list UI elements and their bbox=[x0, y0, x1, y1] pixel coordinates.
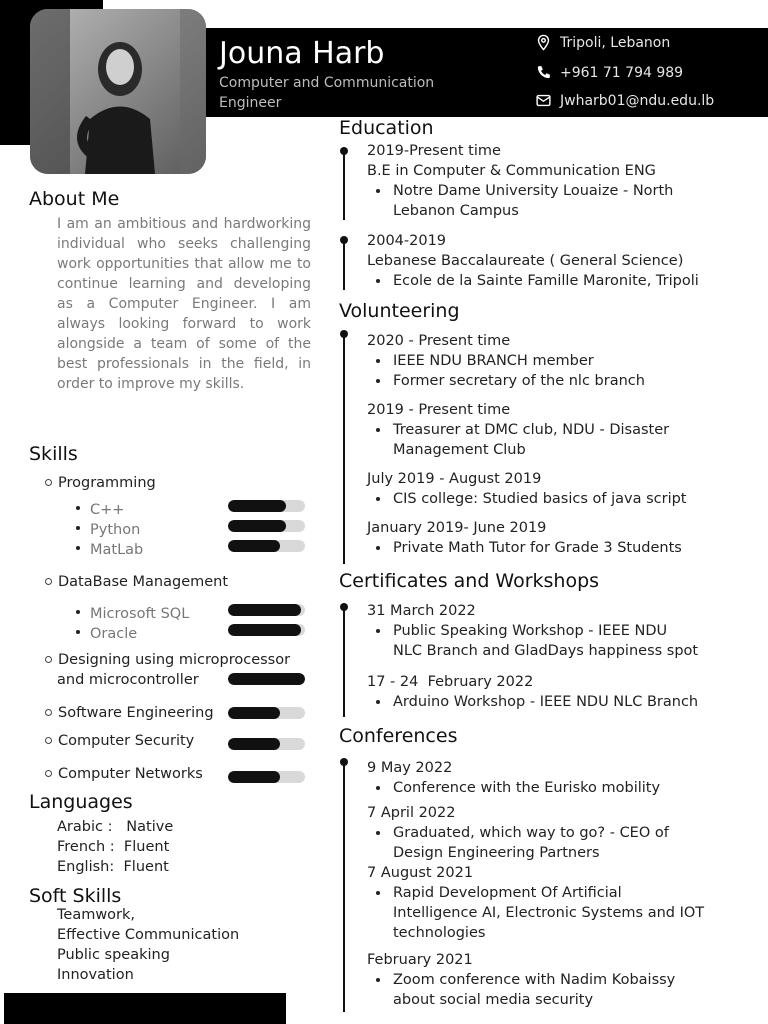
volunteering-heading: Volunteering bbox=[339, 300, 460, 322]
skill-group-database: DataBase Management bbox=[45, 574, 228, 590]
volunteering-item: IEEE NDU BRANCH member bbox=[367, 351, 747, 371]
location-pin-icon bbox=[535, 34, 552, 51]
education-heading: Education bbox=[339, 117, 434, 139]
skill-software: Software Engineering bbox=[45, 705, 214, 721]
education-list bbox=[367, 141, 747, 291]
about-heading: About Me bbox=[29, 188, 120, 210]
conference-date: 9 May 2022 bbox=[367, 760, 453, 776]
skill-bar-designing bbox=[228, 673, 305, 685]
certificate-date: 31 March 2022 bbox=[367, 603, 476, 619]
education-degree: Lebanese Baccalaureate ( General Science) bbox=[367, 253, 684, 269]
education-degree: B.E in Computer & Communication ENG bbox=[367, 163, 656, 179]
conference-item: Graduated, which way to go? - CEO of Design Engineering Partners bbox=[367, 823, 757, 863]
skill-bar-python bbox=[228, 520, 305, 532]
volunteering-date: 2020 - Present time bbox=[367, 333, 511, 349]
certificates-list bbox=[367, 601, 757, 712]
education-date: 2019-Present time bbox=[367, 143, 501, 159]
footer-bar bbox=[4, 993, 286, 1024]
skill-bar-matlab bbox=[228, 540, 305, 552]
email-contact[interactable] bbox=[535, 92, 714, 109]
language-english: English: Fluent bbox=[57, 859, 169, 875]
timeline-line bbox=[343, 334, 345, 564]
certificate-date: 17 - 24 February 2022 bbox=[367, 674, 534, 690]
soft-skills-heading: Soft Skills bbox=[29, 885, 122, 907]
volunteering-date: January 2019- June 2019 bbox=[367, 520, 547, 536]
skill-bar-mssql bbox=[228, 604, 305, 616]
skill-oracle: Oracle bbox=[76, 626, 137, 642]
timeline-dot bbox=[340, 603, 348, 611]
location-text: Tripoli, Lebanon bbox=[560, 34, 671, 51]
volunteering-item: CIS college: Studied basics of java script bbox=[367, 489, 747, 509]
certificate-item: Arduino Workshop - IEEE NDU NLC Branch bbox=[367, 692, 757, 712]
conferences-list bbox=[367, 758, 757, 1010]
skill-bar-oracle bbox=[228, 624, 305, 636]
volunteering-date: July 2019 - August 2019 bbox=[367, 471, 542, 487]
conference-item: Rapid Development Of Artificial Intelligence AI, Electronic Systems and IOT technologies bbox=[367, 883, 757, 943]
timeline-line bbox=[343, 762, 345, 1012]
conference-date: 7 August 2021 bbox=[367, 865, 474, 881]
soft-skill-item: Effective Communication bbox=[57, 927, 240, 943]
skill-cpp: C++ bbox=[76, 502, 124, 518]
phone-icon bbox=[535, 64, 552, 81]
about-text: I am an ambitious and hardworking individual who seeks challenging work opportunities that allow me to continue learning and developing as a Computer Engineer. I am always looking forward to work alongside a team of some of the best professionals in the field, in order to improve my skills. bbox=[57, 216, 311, 392]
education-date: 2004-2019 bbox=[367, 233, 447, 249]
certificates-heading: Certificates and Workshops bbox=[339, 570, 600, 592]
email-text[interactable]: Jwharb01@ndu.edu.lb bbox=[560, 92, 715, 109]
soft-skill-item: Innovation bbox=[57, 967, 134, 983]
education-school: Notre Dame University Louaize - North Lebanon Campus bbox=[367, 181, 747, 221]
certificate-item: Public Speaking Workshop - IEEE NDU NLC Branch and GladDays happiness spot bbox=[367, 621, 757, 661]
skill-python: Python bbox=[76, 522, 140, 538]
language-arabic: Arabic : Native bbox=[57, 819, 174, 835]
skill-bar-security bbox=[228, 738, 305, 750]
email-icon bbox=[535, 92, 552, 109]
location-contact bbox=[535, 34, 670, 51]
volunteering-list bbox=[367, 331, 747, 558]
volunteering-item: Treasurer at DMC club, NDU - Disaster Management Club bbox=[367, 420, 747, 460]
languages-heading: Languages bbox=[29, 791, 133, 813]
timeline-dot bbox=[340, 236, 348, 244]
skill-bar-networks bbox=[228, 771, 305, 783]
job-title: Computer and Communication Engineer bbox=[219, 75, 435, 111]
soft-skill-item: Teamwork, bbox=[57, 907, 136, 923]
skill-matlab: MatLab bbox=[76, 542, 143, 558]
soft-skill-item: Public speaking bbox=[57, 947, 170, 963]
volunteering-item: Private Math Tutor for Grade 3 Students bbox=[367, 538, 747, 558]
conference-date: February 2021 bbox=[367, 952, 473, 968]
skill-security: Computer Security bbox=[45, 733, 194, 749]
skills-heading: Skills bbox=[29, 443, 78, 465]
skill-networks: Computer Networks bbox=[45, 766, 203, 782]
language-french: French : Fluent bbox=[57, 839, 170, 855]
profile-photo bbox=[30, 9, 206, 174]
skill-mssql: Microsoft SQL bbox=[76, 606, 189, 622]
skill-group-programming: Programming bbox=[45, 475, 156, 491]
phone-text: +961 71 794 989 bbox=[560, 64, 684, 81]
timeline-line bbox=[343, 240, 345, 290]
skill-bar-cpp bbox=[228, 500, 305, 512]
timeline-line bbox=[343, 150, 345, 220]
timeline-dot bbox=[340, 147, 348, 155]
volunteering-date: 2019 - Present time bbox=[367, 402, 511, 418]
conference-item: Zoom conference with Nadim Kobaissy about social media security bbox=[367, 970, 757, 1010]
timeline-dot bbox=[340, 758, 348, 766]
person-name: Jouna Harb bbox=[219, 36, 385, 71]
conference-date: 7 April 2022 bbox=[367, 805, 456, 821]
conferences-heading: Conferences bbox=[339, 725, 458, 747]
education-school: Ecole de la Sainte Famille Maronite, Tripoli bbox=[367, 271, 747, 291]
conference-item: Conference with the Eurisko mobility bbox=[367, 778, 757, 798]
timeline-line bbox=[343, 607, 345, 717]
skill-bar-software bbox=[228, 707, 305, 719]
skill-designing-line2: and microcontroller bbox=[57, 672, 199, 688]
skill-designing: Designing using microprocessor bbox=[45, 652, 290, 668]
timeline-dot bbox=[340, 330, 348, 338]
volunteering-item: Former secretary of the nlc branch bbox=[367, 371, 747, 391]
phone-contact bbox=[535, 64, 683, 81]
